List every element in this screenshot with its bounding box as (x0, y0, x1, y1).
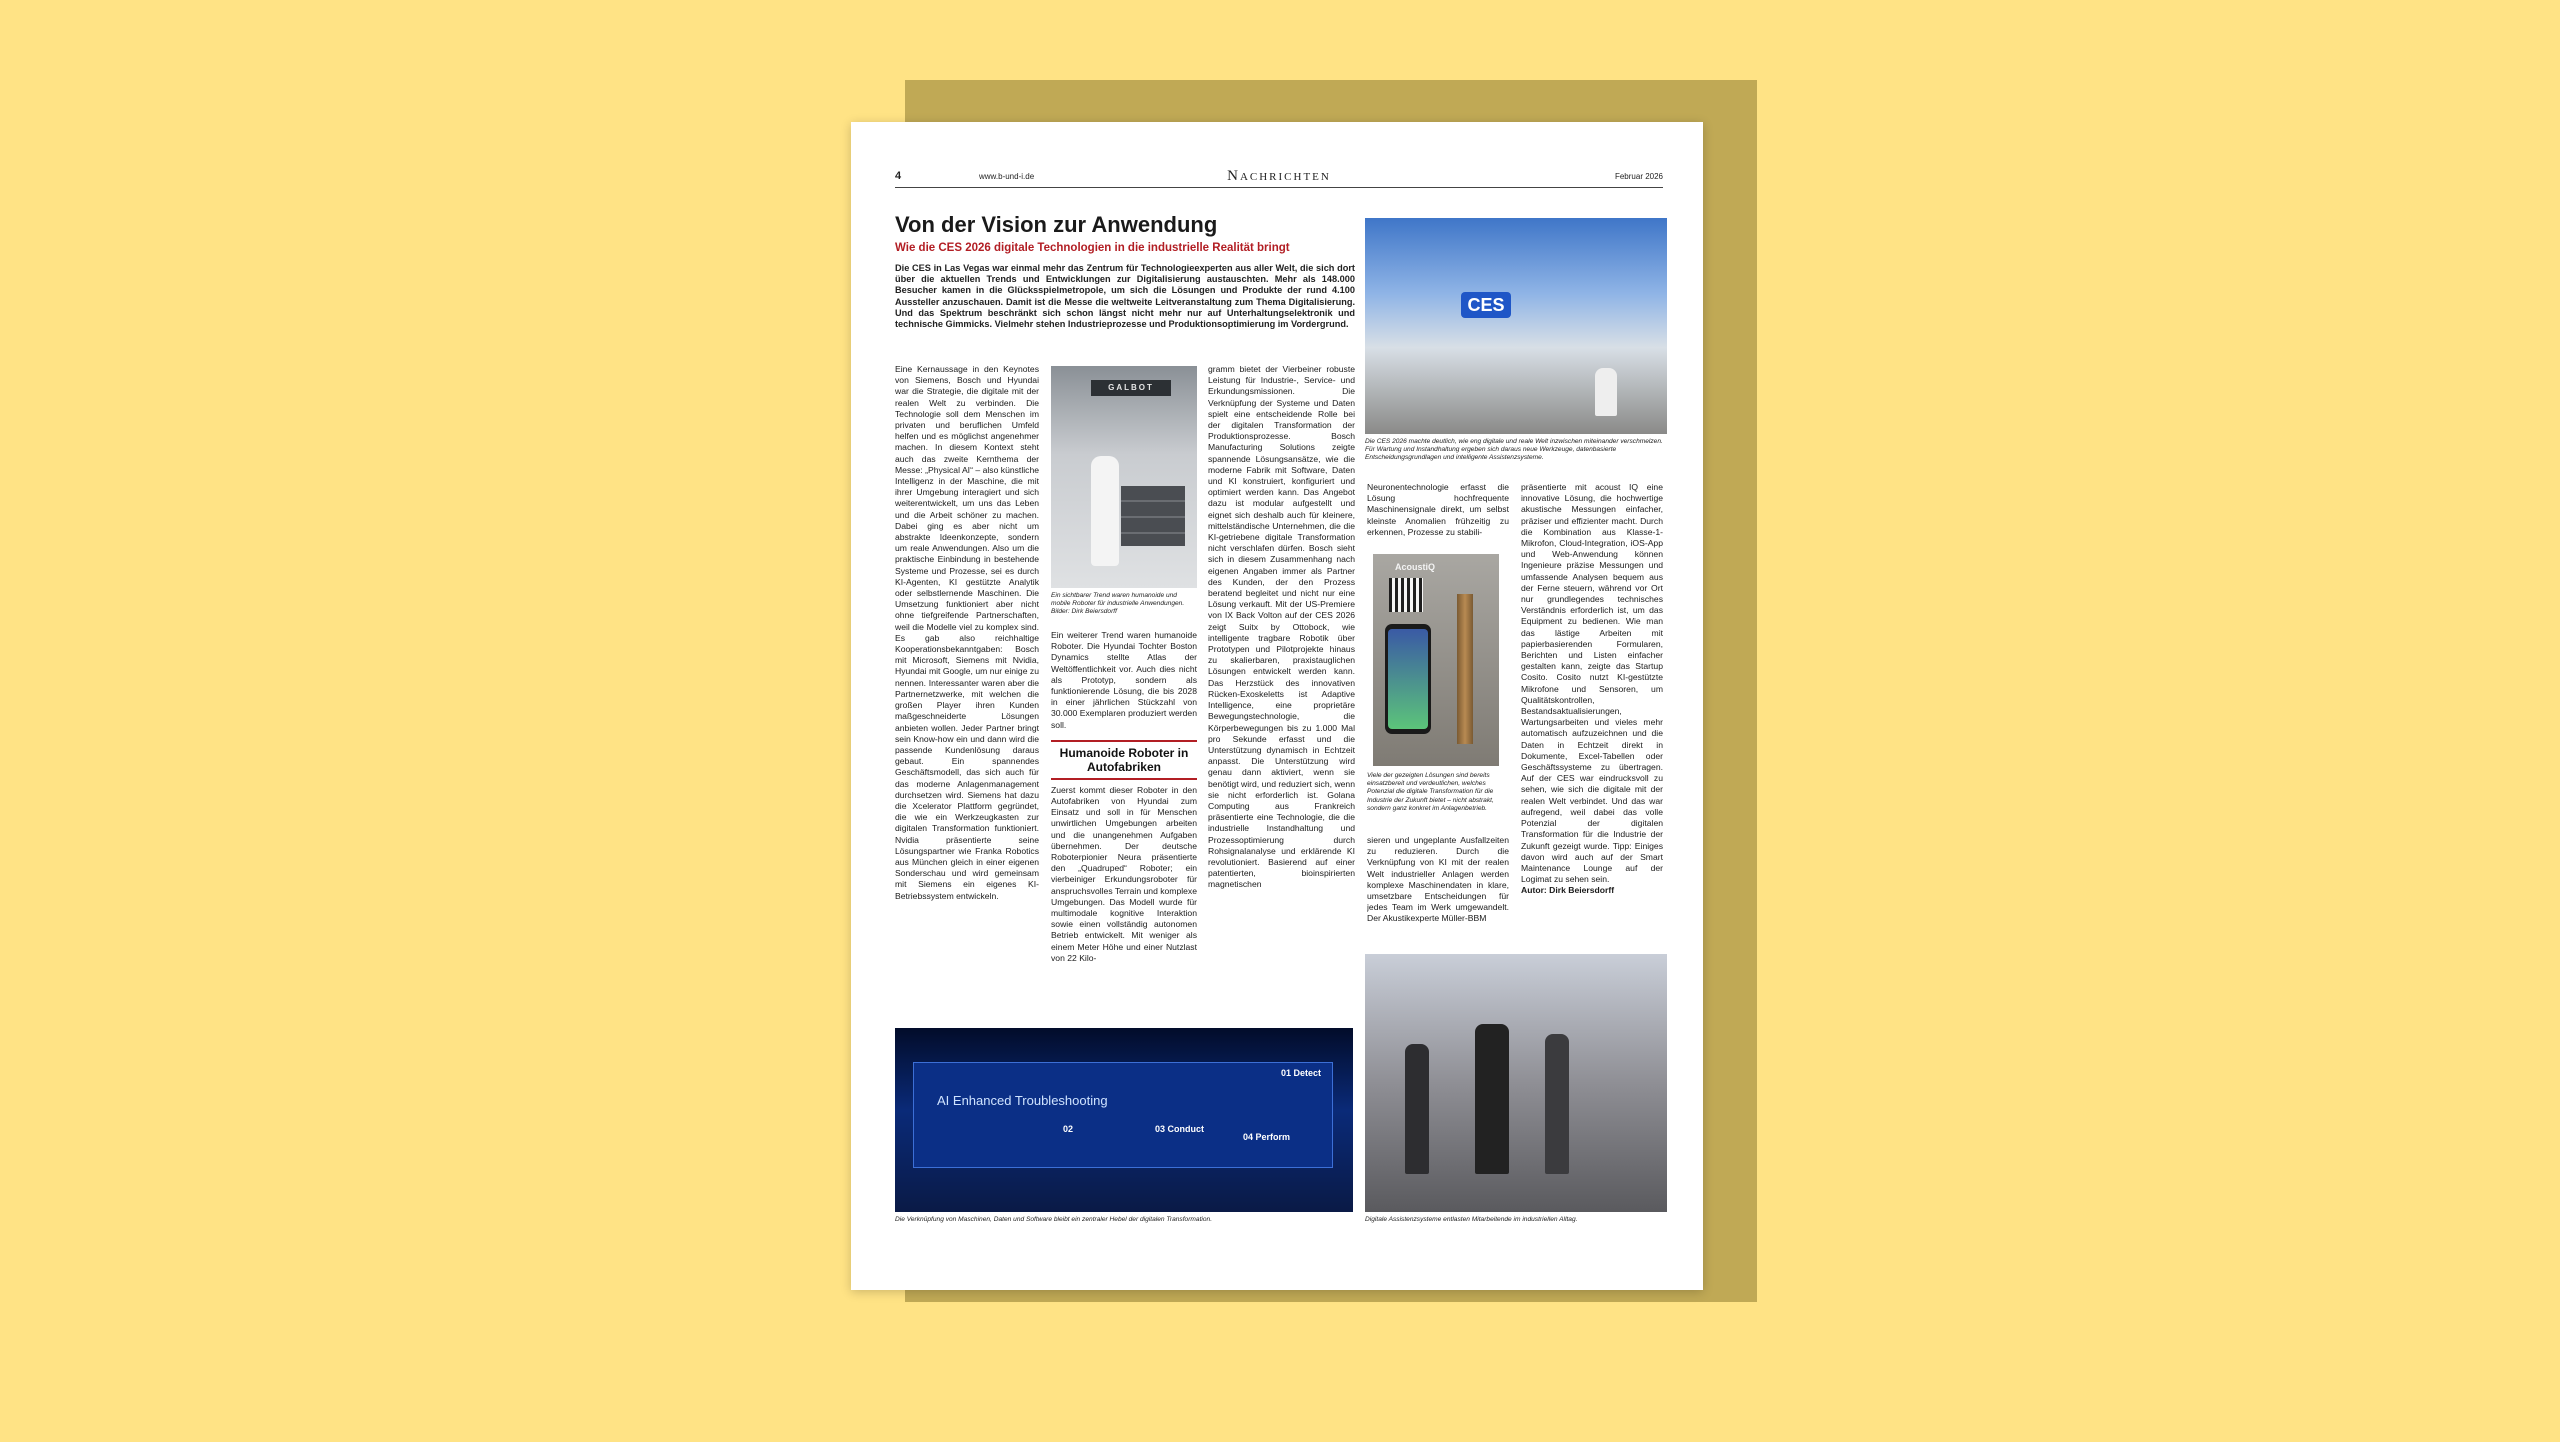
article-lead: Die CES in Las Vegas war einmal mehr das Zentrum für Technologieexperten aus aller Welt, die sich dort über die aktuellen Trends und Entwicklungen zur Digitalisierung austauschten. Mehr als 148.000 Besucher kamen in die Glücksspielmetropole, um sich die Lösungen und Produkte der rund 4.100 Aussteller anzuschauen. Damit ist die Messe die weltweite Leitveranstaltung zum Thema Digitalisierung. Und das Spektrum beschränkt sich schon längst nicht mehr nur auf Unterhaltungselektronik und technische Gimmicks. Vielmehr stehen Industrieprozesse und Produktionsoptimierung im Vordergrund. (895, 263, 1355, 330)
article-subhead: Humanoide Roboter in Autofabriken (1051, 740, 1197, 780)
column-3: gramm bietet der Vierbeiner robuste Leistung für Industrie-, Service- und Erkundungsmissionen. Die Verknüpfung der Systeme und Daten spielt eine entscheidende Rolle bei der digitalen Transformation der Produktionsprozesse. Bosch Manufacturing Solutions zeigte spannende Lösungsansätze, wie die moderne Fabrik mit Software, Daten und KI konstruiert, konfiguriert und optimiert werden kann. Das Angebot dazu ist modular aufgestellt und eignet sich deshalb auch für kleinere, mittelständische Unternehmen, die die KI-getriebene digitale Transformation nicht verschlafen dürfen. Bosch sieht sich in diesem Zusammenhang nach eigenen Angaben immer als Partner des Kunden, der den Prozess beratend begleitet und nicht nur eine Lösung verkauft. Mit der US-Premiere von IX Back Volton auf der CES 2026 zeigt Suitx by Ottobock, wie intelligente tragbare Robotik über Prototypen und Pilotprojekte hinaus zu skalierbaren, praxistauglichen Lösungen entwickelt werden kann. Das Herzstück des innovativen Rücken-Exoskeletts ist Adaptive Intelligence, eine proprietäre Bewegungstechnologie, die Körperbewegungen bis zu 1.000 Mal pro Sekunde erfasst und die Unterstützung dynamisch in Echtzeit anpasst. Die Unterstützung wird genau dann aktiviert, wenn sie benötigt wird, und reduziert sich, wenn sie nicht erforderlich ist. Golana Computing aus Frankreich präsentierte eine Technologie, die die industrielle Instandhaltung und Prozessoptimierung durch Rohsignalanalyse und erklärende KI revolutioniert. Basierend auf einer patentierten, bioinspirierten magnetischen (1208, 364, 1355, 890)
acoustiq-photo (1373, 554, 1499, 766)
visitor-figure (1545, 1034, 1569, 1174)
crates (1121, 486, 1185, 546)
issue-date: Februar 2026 (1614, 172, 1663, 181)
screen-step-4: 04 Perform (1243, 1132, 1291, 1142)
robot-photo (1051, 366, 1197, 588)
magazine-page (851, 122, 1703, 1290)
section-title: Nachrichten (1227, 168, 1331, 184)
article-author: Autor: Dirk Beiersdorff (1521, 885, 1615, 896)
qr-code-icon (1389, 578, 1423, 612)
column-2-para: Ein weiterer Trend waren humanoide Roboter. Die Hyundai Tochter Boston Dynamics stellte Atlas der Weltöffentlichkeit vor. Auch dies nicht als Prototyp, sondern als funktionierende Lösung, die bis 2028 in einer jährlichen Stückzahl von 30.000 Exemplaren produziert werden soll. (1051, 630, 1197, 730)
page-header (895, 168, 1663, 184)
visitor-figure (1475, 1024, 1509, 1174)
robot-figure (1595, 368, 1617, 416)
booth-photo (1365, 954, 1667, 1212)
screen-caption: Die Verknüpfung von Maschinen, Daten und Software bleibt ein zentraler Hebel der digitalen Transformation. (895, 1216, 1213, 1223)
column-5-para: präsentierte mit acoust IQ eine innovative Lösung, die hochwertige akustische Messungen einfacher, präziser und effizienter macht. Durch die Kombination aus Klasse-1-Mikrofon, Cloud-Integration, iOS-App und Web-Anwendung können Ingenieure präzise Messungen und umfassende Analysen bequem aus der Ferne steuern, während vor Ort nur grundlegendes technisches Verständnis erforderlich ist, um das Equipment zu bedienen. Wie man das lästige Arbeiten mit papierbasierenden Formularen, Berichten und Listen einfacher gestalten kann, zeigte das Startup Cosito. Cosito nutzt KI-gestützte Mikrofone und Sensoren, um Qualitätskontrollen, Bestandsaktualisierungen, Wartungsarbeiten und vieles mehr automatisch aufzuzeichnen und die Daten in Echtzeit direkt in Dokumente, Excel-Tabellen oder Geschäftssysteme zu übertragen. Auf der CES war eindrucksvoll zu sehen, wie sich die digitale mit der realen Welt verbindet. Und das war aufregend, weil dabei das volle Potenzial der digitalen Transformation für die Industrie der Zukunft gezeigt wurde. Tipp: Einiges davon wird auch auf der Smart Maintenance Lounge auf der Logimat zu sehen sein. (1521, 482, 1663, 885)
column-2-para-b: Zuerst kommt dieser Roboter in den Autofabriken von Hyundai zum Einsatz und soll in für Menschen unwirtlichen Umgebungen arbeiten und die unangenehmen Aufgaben übernehmen. Der deutsche Roboterpionier Neura präsentierte den „Quadruped“ Roboter; ein vierbeiniger Erkundungsroboter für anspruchsvolles Terrain und komplexe Umgebungen. Das Modell wurde für multimodale kognitive Interaktion sowie einen vollständig autonomen Betrieb entwickelt. Mit weniger als einem Meter Höhe und einer Nutzlast von 22 Kilo- (1051, 784, 1197, 963)
screen-step-2: 02 (1063, 1124, 1074, 1134)
robot-caption: Ein sichtbarer Trend waren humanoide und mobile Roboter für industrielle Anwendungen. Bilder: Dirk Beiersdorff (1051, 592, 1185, 616)
robot-sign: GALBOT (1091, 380, 1171, 396)
ces-photo (1365, 218, 1667, 434)
screen-step-3: 03 Conduct (1155, 1124, 1205, 1134)
ces-caption: Die CES 2026 machte deutlich, wie eng digitale und reale Welt inzwischen miteinander verschmelzen. Für Wartung und Instandhaltung ergeben sich daraus neue Werkzeuge, datenbasierte Entscheidungsgrundlagen und intelligente Assistenzsysteme. (1365, 438, 1663, 462)
column-4: Neuronentechnologie erfasst die Lösung hochfrequente Maschinensignale direkt, um selbst kleinste Anomalien frühzeitig zu erkennen, Prozesse zu stabili- (1367, 482, 1509, 537)
header-rule (895, 187, 1663, 188)
acoustiq-caption: Viele der gezeigten Lösungen sind bereits einsatzbereit und verdeutlichen, welches Potenzial die digitale Transformation für die Industrie der Zukunft bietet – nicht abstrakt, sondern ganz konkret im Anlagenbetrieb. (1367, 772, 1494, 812)
column-1: Eine Kernaussage in den Keynotes von Siemens, Bosch und Hyundai war die Strategie, die digitale mit der realen Welt zu verbinden. Die Technologie soll dem Menschen im privaten und beruflichen Umfeld helfen und es möglichst angenehmer machen. In diesem Kontext steht auch das zweite Kernthema der Messe: „Physical AI“ – also künstliche Intelligenz in der Maschine, die mit ihrer Umgebung interagiert und sich weiterentwickelt, um uns das Leben und die Arbeit schöner zu machen. Dabei ging es aber nicht um abstrakte Ideenkonzepte, sondern um reale Anwendungen. Also um die praktische Einbindung in bestehende Systeme und Prozesse, sei es durch KI-Agenten, KI gestützte Analytik oder selbstlernende Maschinen. Die Umsetzung funktioniert aber nicht ohne tiefgreifende Partnerschaften, weil die Modelle viel zu komplex sind. Es gab also reichhaltige Kooperationsbekanntgaben: Bosch mit Microsoft, Siemens mit Nvidia, Hyundai mit Google, um nur einige zu nennen. Interessanter waren aber die Partnernetzwerke, mit welchen die großen Player ihren Kunden maßgeschneiderte Lösungen anbieten wollen. Jeder Partner bringt sein Know-how ein und dann wird die passende Kundenlösung daraus gebaut. Ein spannendes Geschäftsmodell, das sich auch für das moderne Anlagenmanagement durchsetzen wird. Siemens hat dazu die Xcelerator Plattform gegründet, die wie ein Werkzeugkasten zur digitalen Transformation funktioniert. Nvidia präsentierte seine Lösungspartner wie Franka Robotics aus München gleich in einer eigenen Sonderschau und wird gemeinsam mit Siemens ein eigenes KI-Betriebssystem entwickeln. (895, 364, 1039, 901)
article-title: Von der Vision zur Anwendung (895, 212, 1218, 237)
robot-figure (1091, 456, 1119, 566)
smartphone (1385, 624, 1431, 734)
display-panel (913, 1062, 1333, 1168)
ces-sign: CES (1461, 292, 1511, 318)
booth-caption: Digitale Assistenzsysteme entlasten Mitarbeitende im industriellen Alltag. (1365, 1216, 1578, 1223)
page-number: 4 (895, 170, 902, 182)
column-4b: sieren und ungeplante Ausfallzeiten zu reduzieren. Durch die Verknüpfung von KI mit der realen Welt industrieller Anlagen werden komplexe Maschinendaten in klare, umsetzbare Entscheidungen für jedes Team im Werk umgewandelt. Der Akustikexperte Müller-BBM (1367, 835, 1509, 924)
screen-step-1: 01 Detect (1281, 1068, 1322, 1078)
screen-title: AI Enhanced Troubleshooting (937, 1093, 1108, 1108)
microphone-stand (1457, 594, 1473, 744)
page-url: www.b-und-i.de (979, 172, 1035, 181)
article-subtitle: Wie die CES 2026 digitale Technologien in die industrielle Realität bringt (895, 242, 1290, 254)
screen-photo (895, 1028, 1353, 1212)
visitor-figure (1405, 1044, 1429, 1174)
acoustiq-sign: AcoustiQ (1395, 562, 1436, 572)
